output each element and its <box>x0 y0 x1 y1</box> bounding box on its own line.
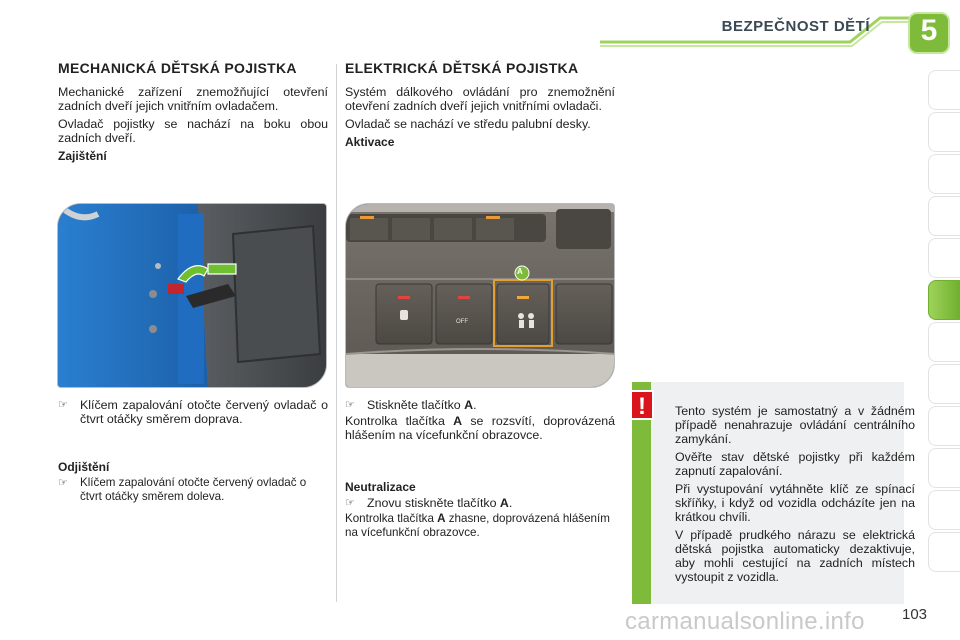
button-letter: A <box>453 414 463 428</box>
neutralization-heading: Neutralizace <box>345 480 416 494</box>
chapter-tab[interactable] <box>928 490 960 530</box>
neutralization-text <box>345 512 615 540</box>
activation-bullet-end: . <box>473 398 477 412</box>
neutralization-text-end: zhasne, doprovázená hlášením na vícefunkční obrazovce. <box>345 512 610 539</box>
mechanical-heading: MECHANICKÁ DĚTSKÁ POJISTKA <box>58 60 297 76</box>
chapter-number: 5 <box>920 14 938 47</box>
dashboard-console-photo <box>345 203 615 388</box>
chapter-tab[interactable] <box>928 448 960 488</box>
activation-bullet <box>345 398 615 412</box>
warning-note-text <box>675 404 915 588</box>
chapter-tab[interactable] <box>928 406 960 446</box>
rear-door-illustration <box>58 204 327 388</box>
chapter-tab[interactable] <box>928 112 960 152</box>
unlock-heading: Odjištění <box>58 460 110 474</box>
console-illustration <box>346 204 615 388</box>
neutralization-bullet-end: . <box>508 496 513 510</box>
note-paragraph-1: Tento systém je samostatný a v žádném případě nenahrazuje ovládání centrálního zamykání. <box>675 404 915 446</box>
neutralization-bullet <box>345 496 615 510</box>
rear-door-photo <box>57 203 327 388</box>
neutralization-bullet-text: Znovu stiskněte tlačítko <box>367 496 500 510</box>
chapter-tab[interactable] <box>928 70 960 110</box>
button-letter: A <box>464 398 474 412</box>
activation-heading: Aktivace <box>345 135 395 149</box>
lock-bullet-text: Klíčem zapalování otočte červený ovladač o čtvrt otáčky směrem doprava. <box>80 398 328 426</box>
unlock-instructions <box>58 458 328 504</box>
activation-text <box>345 414 615 442</box>
electric-paragraph-2: Ovladač se nachází ve středu palubní desky. <box>345 117 591 131</box>
off-label: OFF <box>456 319 468 325</box>
activation-text-end: se rozsvítí, doprovázená hlášením na vícefunkční obrazovce. <box>345 414 616 442</box>
button-letter: A <box>437 512 446 525</box>
mechanical-section <box>58 60 328 165</box>
activation-instructions <box>345 398 615 446</box>
chapter-tab[interactable] <box>928 196 960 236</box>
activation-text-start: Kontrolka tlačítka <box>345 414 454 428</box>
warning-note-box <box>632 382 915 604</box>
chapter-tab-active[interactable] <box>928 280 960 320</box>
button-a-marker: A <box>517 267 523 276</box>
mechanical-paragraph-2: Ovladač pojistky se nachází na boku obou zadních dveří. <box>58 117 328 145</box>
electric-heading: ELEKTRICKÁ DĚTSKÁ POJISTKA <box>345 60 579 76</box>
chapter-title: BEZPEČNOST DĚTÍ <box>721 18 870 35</box>
bullet-arrow-icon: ☞ <box>58 477 68 489</box>
neutralization-text-start: Kontrolka tlačítka <box>345 512 438 525</box>
chapter-tab[interactable] <box>928 238 960 278</box>
lock-heading: Zajištění <box>58 149 107 163</box>
electric-section <box>345 60 615 151</box>
chapter-tab[interactable] <box>928 364 960 404</box>
column-divider <box>336 64 337 602</box>
note-paragraph-2: Ověřte stav dětské pojistky při každém zapnutí zapalování. <box>675 450 915 478</box>
watermark: carmanualsonline.info <box>625 608 865 635</box>
chapter-tab[interactable] <box>928 532 960 572</box>
bullet-arrow-icon: ☞ <box>345 497 355 509</box>
lock-instructions <box>58 398 328 426</box>
note-paragraph-3: Při vystupování vytáhněte klíč ze spínací skříňky, i když od vozidla odcházíte jen na krátkou chvíli. <box>675 482 915 524</box>
bullet-arrow-icon: ☞ <box>58 399 68 411</box>
unlock-bullet-text: Klíčem zapalování otočte červený ovladač o čtvrt otáčky směrem doleva. <box>80 476 307 503</box>
unlock-bullet <box>58 476 328 504</box>
warning-icon: ! <box>630 390 654 420</box>
activation-bullet-text: Stiskněte tlačítko <box>367 398 465 412</box>
chapter-tabs <box>928 70 960 575</box>
button-letter: A <box>499 496 509 510</box>
bullet-arrow-icon: ☞ <box>345 399 355 411</box>
electric-paragraph-1: Systém dálkového ovládání pro znemožnění otevření zadních dveří jejich vnitřními ovladači. <box>345 85 615 113</box>
lock-bullet <box>58 398 328 426</box>
chapter-tab[interactable] <box>928 154 960 194</box>
note-paragraph-4: V případě prudkého nárazu se elektrická dětská pojistka automaticky dezaktivuje, aby mohli cestující na zadních místech vystoupit z vozidla. <box>675 528 915 584</box>
chapter-tab[interactable] <box>928 322 960 362</box>
mechanical-paragraph-1: Mechanické zařízení znemožňující otevření zadních dveří jejich vnitřním ovladačem. <box>58 85 328 113</box>
neutralization-instructions <box>345 478 615 544</box>
page-number: 103 <box>902 606 928 623</box>
